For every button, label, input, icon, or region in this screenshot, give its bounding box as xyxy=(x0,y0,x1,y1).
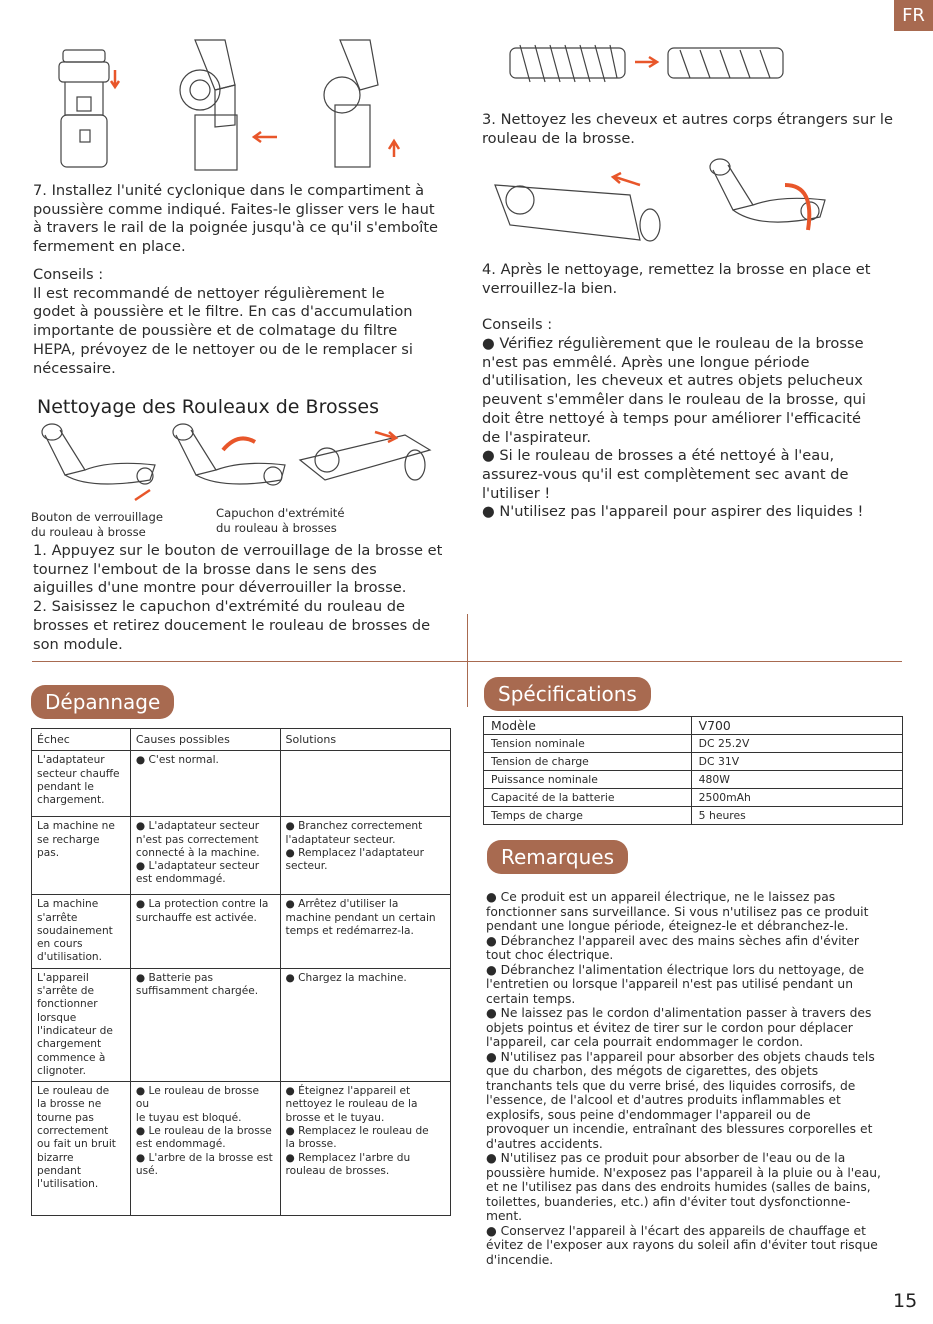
spec-row xyxy=(484,753,903,771)
brush-head-illustration-1 xyxy=(30,420,165,500)
cell-solution: ● Éteignez l'appareil et nettoyez le rouleau de la brosse et le tuyau. ● Remplacez le rouleau de la brosse. ● Remplacez l'arbre du rouleau de brosses. xyxy=(280,1082,450,1216)
cell-failure: La machine s'arrête soudainement en cours d'utilisation. xyxy=(32,895,131,968)
section-title-brush-cleaning: Nettoyage des Rouleaux de Brosses xyxy=(37,396,379,418)
brush-lock-illustration xyxy=(700,155,840,245)
table-row xyxy=(32,751,451,817)
step7-text: 7. Installez l'unité cyclonique dans le compartiment à poussière comme indiqué. Faites-le glisser vers le haut à travers le rail de la poignée jusqu'à ce qu'il s'emboîte fermement en place. xyxy=(33,182,439,256)
brush-reinsert-illustration xyxy=(490,155,670,250)
steps-1-2-text: 1. Appuyez sur le bouton de verrouillage de la brosse et tournez l'embout de la brosse dans le sens des aiguilles d'une montre pour déverrouiller la brosse. 2. Saisissez le capuchon d'extrémité du rouleau de brosses et retirez doucement le rouleau de brosses de son module. xyxy=(33,542,443,653)
spec-value: DC 25.2V xyxy=(691,735,902,753)
cell-cause: ● L'adaptateur secteur n'est pas correctement connecté à la machine. ● L'adaptateur secteur est endommagé. xyxy=(130,817,280,895)
handle-assembled-illustration xyxy=(320,35,410,175)
tip-item: ● N'utilisez pas l'appareil pour aspirer des liquides ! xyxy=(482,503,864,521)
cell-solution: ● Chargez la machine. xyxy=(280,968,450,1081)
spec-value: 480W xyxy=(691,771,902,789)
spec-row xyxy=(484,771,903,789)
spec-label: Temps de charge xyxy=(484,807,692,825)
bullet-icon: ● xyxy=(486,890,501,904)
caption-end-cap: Capuchon d'extrémité du rouleau à brosses xyxy=(216,506,345,535)
tips-list-right xyxy=(482,335,902,522)
col-header-solutions: Solutions xyxy=(280,729,450,751)
bullet-icon: ● xyxy=(486,933,501,948)
vertical-divider xyxy=(467,614,468,707)
troubleshooting-title: Dépannage xyxy=(31,685,174,719)
spec-value: 5 heures xyxy=(691,807,902,825)
bullet-icon: ● xyxy=(486,1151,501,1165)
spec-label: Puissance nominale xyxy=(484,771,692,789)
cell-cause: ● C'est normal. xyxy=(130,751,280,817)
handle-illustration xyxy=(175,35,285,175)
spec-label: Tension de charge xyxy=(484,753,692,771)
remarks-title: Remarques xyxy=(487,840,628,874)
cell-cause: ● La protection contre la surchauffe est activée. xyxy=(130,895,280,968)
remark-item: ● Débranchez l'alimentation électrique lors du nettoyage, de l'entretien ou lorsque l'appareil n'est pas utilisé pendant un certain temps. xyxy=(486,962,865,1006)
cell-cause: ● Batterie pas suffisamment chargée. xyxy=(130,968,280,1081)
troubleshooting-table xyxy=(31,728,451,1216)
page-number: 15 xyxy=(893,1290,918,1312)
step4-text: 4. Après le nettoyage, remettez la brosse en place et verrouillez-la bien. xyxy=(482,261,871,297)
brush-roll-illustration xyxy=(505,40,785,90)
remark-item: ● Débranchez l'appareil avec des mains sèches afin d'éviter tout choc électrique. xyxy=(486,933,859,962)
language-tag: FR xyxy=(894,0,933,31)
spec-row xyxy=(484,735,903,753)
spec-value: 2500mAh xyxy=(691,789,902,807)
cell-cause: ● Le rouleau de brosse ou le tuyau est bloqué. ● Le rouleau de la brosse est endommagé. ● L'arbre de la brosse est usé. xyxy=(130,1082,280,1216)
bullet-icon: ● xyxy=(486,1049,501,1064)
tips-text: Conseils : Il est recommandé de nettoyer régulièrement le godet à poussière et le filtre. En cas d'accumulation importante de poussière et de colmatage du filtre HEPA, prévoyez de le nettoyer ou de le remplacer si nécessaire. xyxy=(33,266,413,377)
cell-failure: La machine ne se recharge pas. xyxy=(32,817,131,895)
cell-solution: ● Branchez correctement l'adaptateur secteur. ● Remplacez l'adaptateur secteur. xyxy=(280,817,450,895)
table-row xyxy=(32,1082,451,1216)
specifications-table xyxy=(483,716,903,825)
tip-item: ● Vérifiez régulièrement que le rouleau de la brosse n'est pas emmêlé. Après une longue période d'utilisation, les cheveux et autres objets pelucheux peuvent s'emmêler dans le rouleau de la brosse, qui doit être nettoyé à temps pour améliorer l'efficacité de l'aspirateur. xyxy=(482,335,866,446)
spec-row xyxy=(484,789,903,807)
bullet-icon: ● xyxy=(482,447,500,465)
brush-head-illustration-2 xyxy=(163,420,293,500)
dust-cup-illustration xyxy=(55,45,125,180)
remark-item: ● N'utilisez pas ce produit pour absorber de l'eau ou de la poussière humide. N'exposez pas l'appareil à la pluie ou à l'eau, et ne l'utilisez pas dans des endroits humides (salles de bains, toilettes, buanderies, etc.) afin d'éviter tout dysfonctionne- ment. xyxy=(486,1151,881,1223)
brush-head-illustration-3 xyxy=(295,420,435,500)
step3-text: 3. Nettoyez les cheveux et autres corps étrangers sur le rouleau de la brosse. xyxy=(482,111,893,147)
spec-row xyxy=(484,717,903,735)
specifications-title: Spécifications xyxy=(484,677,651,711)
table-row xyxy=(32,817,451,895)
remarks-list xyxy=(486,890,911,1267)
col-header-failure: Échec xyxy=(32,729,131,751)
spec-row xyxy=(484,807,903,825)
tip-item: ● Si le rouleau de brosses a été nettoyé à l'eau, assurez-vous qu'il est complètement sec avant de l'utiliser ! xyxy=(482,447,849,502)
table-header-row xyxy=(32,729,451,751)
tips-title-right: Conseils : xyxy=(482,316,553,333)
cell-failure: L'appareil s'arrête de fonctionner lorsque l'indicateur de chargement commence à clignoter. xyxy=(32,968,131,1081)
cell-solution: ● Arrêtez d'utiliser la machine pendant un certain temps et redémarrez-la. xyxy=(280,895,450,968)
spec-label: Tension nominale xyxy=(484,735,692,753)
cell-failure: L'adaptateur secteur chauffe pendant le chargement. xyxy=(32,751,131,817)
cell-solution xyxy=(280,751,450,817)
spec-label: Modèle xyxy=(484,717,692,735)
table-row xyxy=(32,968,451,1081)
spec-value: DC 31V xyxy=(691,753,902,771)
col-header-causes: Causes possibles xyxy=(130,729,280,751)
caption-lock-button: Bouton de verrouillage du rouleau à brosse xyxy=(31,510,164,539)
table-row xyxy=(32,895,451,968)
remark-item: ● N'utilisez pas l'appareil pour absorber des objets chauds tels que du charbon, des mégots de cigarettes, des objets tranchants tels que du verre brisé, des liquides corrosifs, de l'essence, de l'alcool et d'autres produits inflammables et explosifs, sous peine d'endommager l'appareil ou de provoquer un incendie, entraînant des blessures corporelles et d'autres accidents. xyxy=(486,1049,875,1151)
remark-item: ● Ne laissez pas le cordon d'alimentation passer à travers des objets pointus et évitez de tirer sur le cordon pour déplacer l'appareil, car cela pourrait endommager le cordon. xyxy=(486,1006,872,1049)
bullet-icon: ● xyxy=(486,1223,501,1238)
bullet-icon: ● xyxy=(486,962,501,977)
remark-item: ● Conservez l'appareil à l'écart des appareils de chauffage et évitez de l'exposer aux rayons du soleil afin d'éviter tout risque d'incendie. xyxy=(486,1223,878,1267)
bullet-icon: ● xyxy=(482,503,500,521)
bullet-icon: ● xyxy=(486,1006,501,1020)
cell-failure: Le rouleau de la brosse ne tourne pas correctement ou fait un bruit bizarre pendant l'utilisation. xyxy=(32,1082,131,1216)
remark-item: ● Ce produit est un appareil électrique, ne le laissez pas fonctionner sans surveillance. Si vous n'utilisez pas ce produit pendant une longue période, éteignez-le et débranchez-le. xyxy=(486,890,869,933)
spec-label: Capacité de la batterie xyxy=(484,789,692,807)
bullet-icon: ● xyxy=(482,335,500,352)
spec-value: V700 xyxy=(691,717,902,735)
